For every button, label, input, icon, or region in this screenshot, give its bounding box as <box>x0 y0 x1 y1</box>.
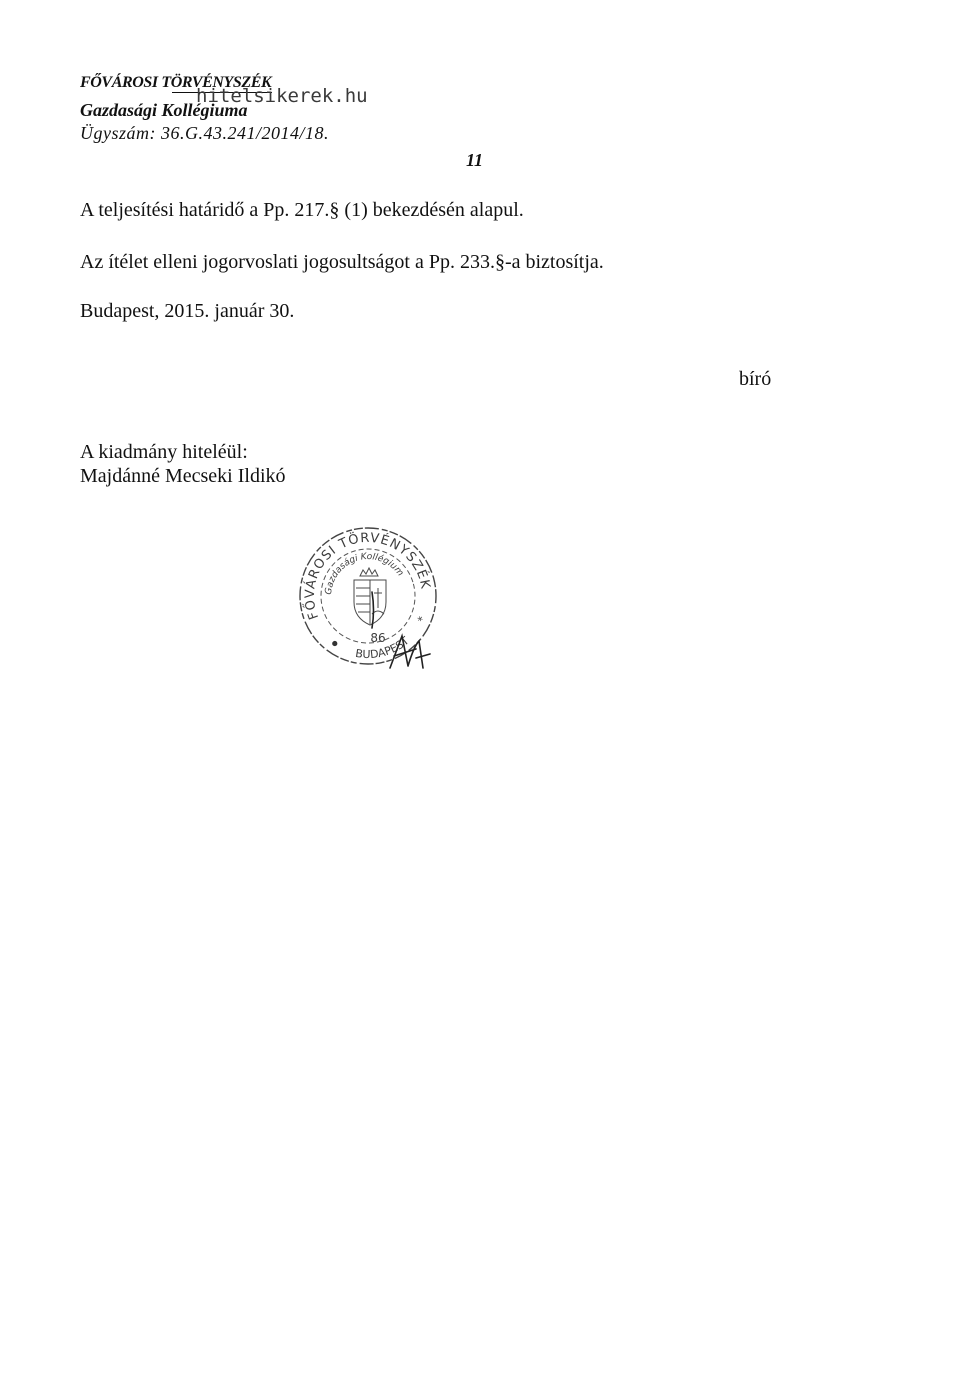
seal-inner-text: Gazdasági Kollégium <box>323 552 406 596</box>
paragraph-appeal: Az ítélet elleni jogorvoslati jogosultságot a Pp. 233.§-a biztosítja. <box>80 251 604 273</box>
certification-label: A kiadmány hiteléül: <box>80 441 248 463</box>
judge-title: bíró <box>739 368 772 390</box>
seal-number: 86 <box>370 631 386 645</box>
court-seal <box>290 518 450 678</box>
seal-outer-text: FŐVÁROSI TÖRVÉNYSZÉK <box>302 530 433 622</box>
watermark-text: hitelsikerek.hu <box>196 85 368 107</box>
place-and-date: Budapest, 2015. január 30. <box>80 300 295 322</box>
department-name: Gazdasági Kollégiuma <box>80 100 248 120</box>
seal-star-right-icon: * <box>416 613 425 628</box>
page-number: 11 <box>466 150 484 170</box>
court-name: FŐVÁROSI TÖRVÉNYSZÉK <box>80 74 272 91</box>
case-number: Ügyszám: 36.G.43.241/2014/18. <box>80 123 329 143</box>
certifier-name: Majdánné Mecseki Ildikó <box>80 465 286 487</box>
seal-star-left-icon <box>332 640 338 646</box>
paragraph-deadline: A teljesítési határidő a Pp. 217.§ (1) bekezdésén alapul. <box>80 199 524 221</box>
seal-outer-label <box>287 514 435 622</box>
coat-of-arms-icon <box>354 568 386 625</box>
seal-city-text: BUDAPEST <box>354 634 412 662</box>
